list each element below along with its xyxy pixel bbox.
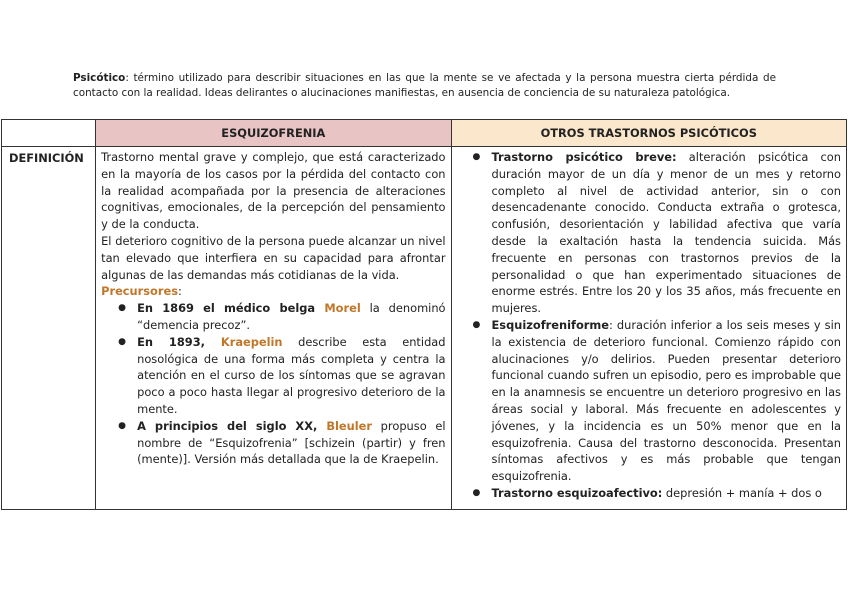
item-text: describe esta entidad nosológica de una forma más completa y centra la atención en el curso de los síntomas que se agravan poco a poco hasta llegar al progresivo deterioro de la mente. [137,334,446,416]
esq-paragraph-2: El deterioro cognitivo de la persona puede alcanzar un nivel tan elevado que interfiera en su capacidad para afrontar algunas de las demandas más cotidianas de la vida. [101,233,446,282]
otros-list [474,149,841,502]
intro-text: : término utilizado para describir situaciones en las que la mente se ve afectada y la persona muestra cierta pérdida de contacto con la realidad. Ideas delirantes o alucinaciones manifiestas, en ausencia de conciencia de su naturaleza patológica. [73,72,776,99]
intro-term: Psicótico [73,72,126,84]
item-title: Trastorno esquizoafectivo: [491,485,663,500]
header-otros-trastornos: OTROS TRASTORNOS PSICÓTICOS [451,120,846,147]
item-lead: En 1869 el médico belga [137,301,325,316]
list-item [137,418,445,468]
item-lead: En 1893, [137,334,221,349]
comparison-table [1,119,847,510]
item-lead: A principios del siglo XX, [137,418,327,433]
precursores-label: Precursores [101,284,179,299]
table-row-definicion [2,147,847,510]
cell-otros-trastornos [451,147,846,510]
intro-definition [73,71,776,101]
list-item [492,317,841,485]
item-name: Kraepelin [220,334,283,349]
item-text: alteración psicótica con duración mayor de un día y menor de un mes y retorno completo al nivel de actividad anterior, sin o con desencadenante conocido. Conducta extraña o grotesca, confusión, desorientación y labilidad afectiva que varía desde la exaltación hasta la tendencia suicida. Más frecuente en personas con trastornos previos de la personalidad o que han experimentado situaciones de enorme estrés. Entre los 20 y los 35 años, más frecuente en mujeres. [491,150,841,316]
precursores-heading [101,283,445,300]
precursores-colon: : [178,284,182,299]
item-name: Bleuler [326,418,373,433]
header-empty [2,120,96,147]
row-label-definicion: DEFINICIÓN [2,147,96,510]
item-title: Trastorno psicótico breve: [491,150,677,164]
item-text: propuso el nombre de “Esquizofrenia” [schizein (partir) y fren (mente)]. Versión más detallada que la de Kraepelin. [137,418,446,467]
list-item [492,149,841,317]
table-header-row [2,120,847,147]
header-esquizofrenia: ESQUIZOFRENIA [96,120,451,147]
item-text: : duración inferior a los seis meses y sin la existencia de deterioro funcional. Comienzo rápido con alucinaciones y/o delirios. Pueden presentar deterioro funcional cuando sufren un episodio, pero es improbable que en la anamnesis se encuentre un deterioro progresivo en las áreas social y laboral. Más frecuente en adolescentes y jóvenes, y la incidencia es un 50% menor que en la esquizofrenia. Causa del trastorno desconocida. Presentan síntomas afectivos y es más probable que tengan esquizofrenia. [491,317,841,484]
item-name: Morel [324,301,361,316]
cell-esquizofrenia [96,147,451,510]
list-item [137,334,445,418]
item-text: depresión + manía + dos o [662,485,822,500]
item-text: la denominó “demencia precoz”. [137,301,446,332]
precursores-list [101,300,445,468]
esq-paragraph-1: Trastorno mental grave y complejo, que está caracterizado en la mayoría de los casos por la pérdida del contacto con la realidad acompañada por la presencia de alteraciones cognitivas, emocionales, de la percepción del pensamiento y de la conducta. [101,150,446,232]
list-item [492,485,841,502]
list-item [137,300,445,334]
item-title: Esquizofreniforme [491,317,610,332]
